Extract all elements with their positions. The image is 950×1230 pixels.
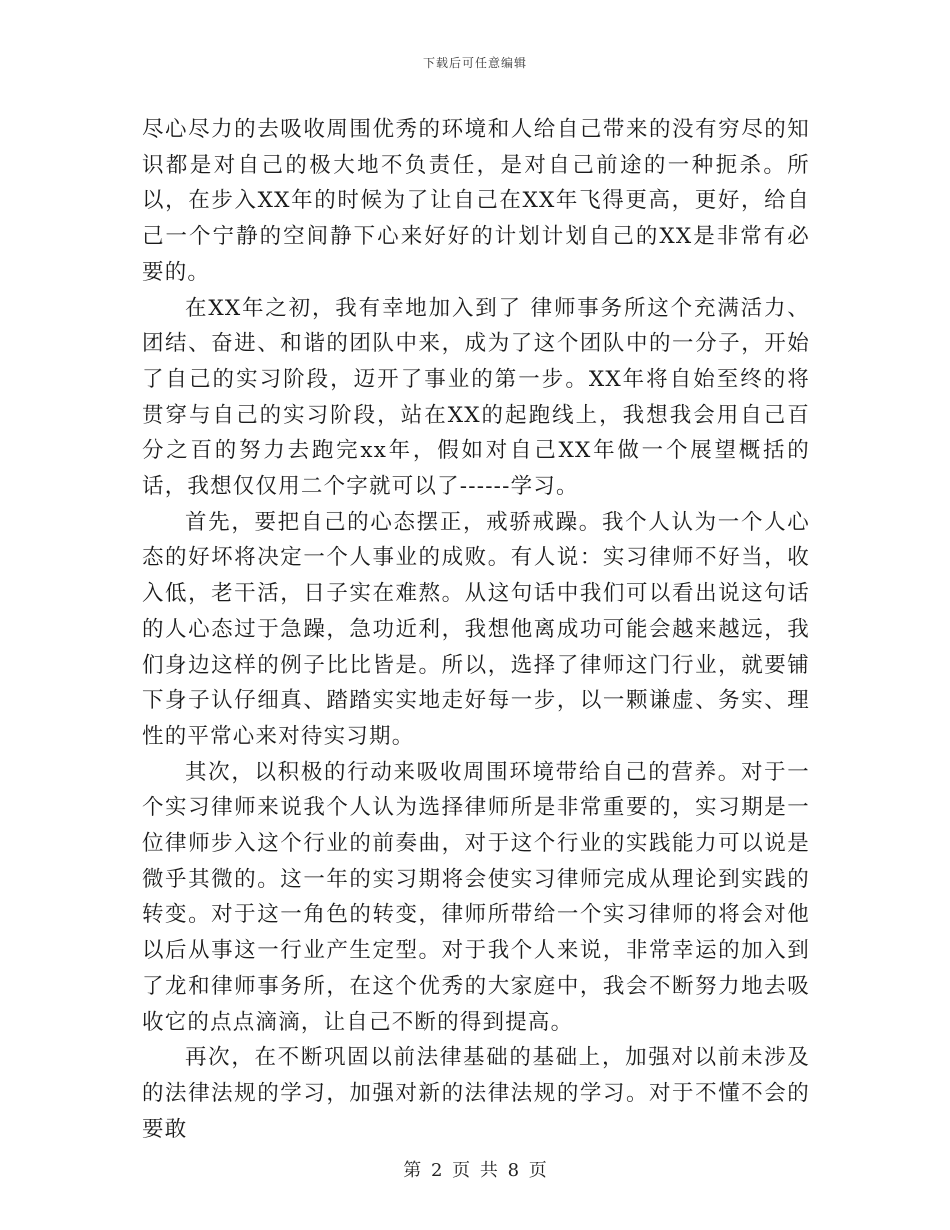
- document-body: [142, 112, 810, 1147]
- page-header: 下载后可任意编辑: [422, 56, 527, 70]
- paragraph-3: 首先，要把自己的心态摆正，戒骄戒躁。我个人认为一个人心态的好坏将决定一个人事业的成败。有人说：实习律师不好当，收入低，老干活，日子实在难熬。从这句话中我们可以看出说这句话的人心态过于急躁，急功近利，我想他离成功可能会越来越远，我们身边这样的例子比比皆是。所以，选择了律师这门行业，就要铺下身子认仔细真、踏踏实实地走好每一步，以一颗谦虚、务实、理性的平常心来对待实习期。: [142, 509, 810, 749]
- paragraph-4: 其次，以积极的行动来吸收周围环境带给自己的营养。对于一个实习律师来说我个人认为选择律师所是非常重要的，实习期是一位律师步入这个行业的前奏曲，对于这个行业的实践能力可以说是微乎其微的。这一年的实习期将会使实习律师完成从理论到实践的转变。对于这一角色的转变，律师所带给一个实习律师的将会对他以后从事这一行业产生定型。对于我个人来说，非常幸运的加入到了龙和律师事务所，在这个优秀的大家庭中，我会不断努力地去吸收它的点点滴滴，让自己不断的得到提高。: [142, 759, 810, 1035]
- paragraph-5: 再次，在不断巩固以前法律基础的基础上，加强对以前未涉及的法律法规的学习，加强对新的法律法规的学习。对于不懂不会的要敢: [142, 1045, 810, 1142]
- paragraph-2: 在XX年之初，我有幸地加入到了 律师事务所这个充满活力、团结、奋进、和谐的团队中来，成为了这个团队中的一分子，开始了自己的实习阶段，迈开了事业的第一步。XX年将自始至终的将贯穿与自己的实习阶段，站在XX的起跑线上，我想我会用自己百分之百的努力去跑完xx年，假如对自己XX年做一个展望概括的话，我想仅仅用二个字就可以了------学习。: [142, 295, 810, 500]
- paragraph-1: 尽心尽力的去吸收周围优秀的环境和人给自己带来的没有穷尽的知识都是对自己的极大地不负责任，是对自己前途的一种扼杀。所以，在步入XX年的时候为了让自己在XX年飞得更高，更好，给自己一个宁静的空间静下心来好好的计划计划自己的XX是非常有必要的。: [142, 117, 810, 285]
- page-number-footer: 第 2 页 共 8 页: [403, 1160, 547, 1181]
